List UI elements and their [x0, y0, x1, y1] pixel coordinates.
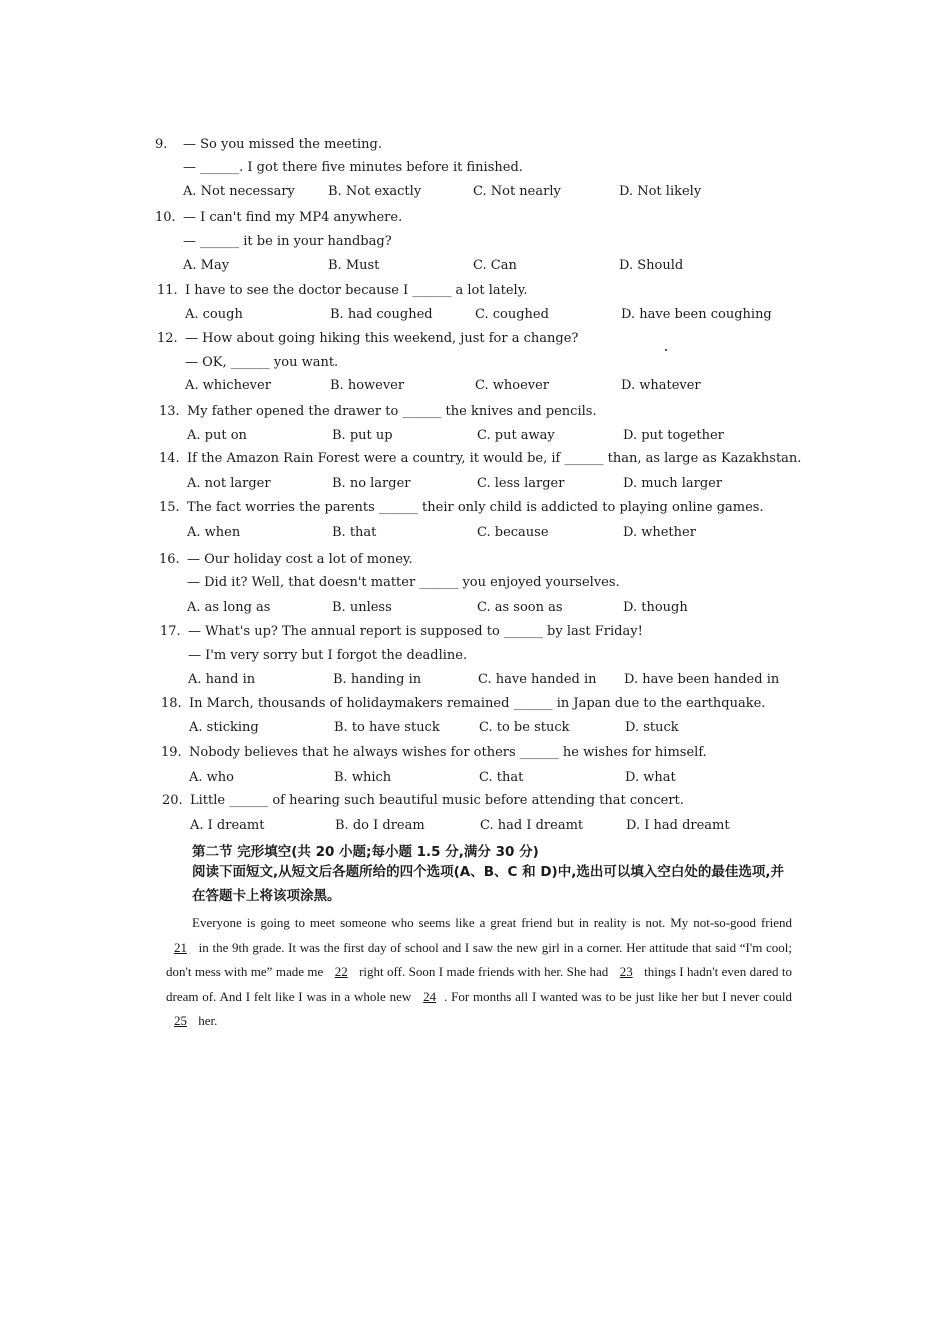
- question-text: My father opened the drawer to ______ the knives and pencils.: [187, 404, 597, 419]
- answer-option: D. have been coughing: [621, 307, 772, 322]
- question-number: 17.: [160, 624, 181, 639]
- answer-option: D. have been handed in: [624, 672, 780, 687]
- passage-text: right off. Soon I made friends with her. She had: [355, 964, 612, 979]
- question-text: — ______ it be in your handbag?: [183, 234, 392, 249]
- answer-option: B. that: [332, 525, 377, 540]
- question-number: 10.: [155, 210, 176, 225]
- question-number: 20.: [162, 793, 183, 808]
- question-text: — Did it? Well, that doesn't matter ______ you enjoyed yourselves.: [187, 575, 620, 590]
- passage-text: Everyone is going to meet someone who seems like a great friend but in reality is not. My not-so-good friend: [192, 915, 792, 930]
- answer-option: A. May: [183, 258, 230, 273]
- answer-option: B. however: [330, 378, 405, 393]
- answer-option: A. who: [189, 770, 234, 785]
- question-9: [155, 137, 795, 202]
- answer-option: A. as long as: [187, 600, 271, 615]
- cloze-blank: 23: [619, 964, 633, 979]
- question-16: [159, 552, 799, 618]
- answer-option: C. less larger: [477, 476, 565, 491]
- question-text: I have to see the doctor because I ______ a lot lately.: [185, 283, 528, 298]
- answer-option: B. to have stuck: [334, 720, 440, 735]
- question-13: [159, 404, 799, 446]
- question-text: Little ______ of hearing such beautiful music before attending that concert.: [190, 793, 684, 808]
- answer-option: C. as soon as: [477, 600, 563, 615]
- answer-option: C. have handed in: [478, 672, 597, 687]
- answer-option: A. when: [187, 525, 241, 540]
- question-15: [159, 500, 799, 543]
- answer-option: C. put away: [477, 428, 555, 443]
- question-14: [159, 451, 802, 494]
- answer-option: B. Not exactly: [328, 184, 422, 199]
- answer-option: A. not larger: [187, 476, 271, 491]
- question-text: — Our holiday cost a lot of money.: [187, 552, 413, 567]
- answer-option: D. Should: [619, 258, 684, 273]
- passage-text: her.: [195, 1013, 218, 1028]
- answer-option: A. I dreamt: [190, 818, 265, 833]
- question-text: In March, thousands of holidaymakers remained ______ in Japan due to the earthquake.: [189, 696, 766, 711]
- answer-option: A. whichever: [185, 378, 271, 393]
- answer-option: D. stuck: [625, 720, 679, 735]
- answer-option: A. hand in: [188, 672, 256, 687]
- passage-text: . For months all I wanted was to be just like her but I never could: [444, 988, 792, 1004]
- question-number: 11.: [157, 283, 178, 298]
- answer-option: D. whether: [623, 525, 696, 540]
- cloze-blank: 25: [174, 1013, 187, 1028]
- question-number: 14.: [159, 451, 180, 466]
- answer-option: C. that: [479, 770, 524, 785]
- answer-option: D. much larger: [623, 476, 723, 491]
- question-17: [160, 624, 800, 690]
- question-text: — So you missed the meeting.: [183, 137, 382, 152]
- question-text: — What's up? The annual report is supposed to ______ by last Friday!: [188, 624, 643, 639]
- cloze-passage: [166, 911, 792, 1034]
- answer-option: A. put on: [187, 428, 247, 443]
- question-number: 13.: [159, 404, 180, 419]
- answer-option: A. cough: [185, 307, 243, 322]
- question-number: 15.: [159, 500, 180, 515]
- question-number: 19.: [161, 745, 182, 760]
- cloze-blank: 21: [174, 939, 187, 955]
- question-text: If the Amazon Rain Forest were a country, it would be, if ______ than, as large as Kazakhstan.: [187, 451, 802, 466]
- answer-option: C. coughed: [475, 307, 549, 322]
- answer-option: C. Not nearly: [473, 184, 561, 199]
- answer-option: C. because: [477, 525, 549, 540]
- cloze-blank: 24: [423, 988, 437, 1004]
- answer-option: B. handing in: [333, 672, 422, 687]
- answer-option: C. Can: [473, 258, 517, 273]
- question-text: — I'm very sorry but I forgot the deadline.: [188, 648, 468, 663]
- passage-text: things I hadn't even dared to dream of. And I felt like I was in a whole new: [166, 964, 792, 1004]
- answer-option: A. sticking: [189, 720, 259, 735]
- question-text: — ______. I got there five minutes before it finished.: [183, 160, 523, 175]
- question-text: The fact worries the parents ______ their only child is addicted to playing online games.: [187, 500, 764, 515]
- question-18: [161, 696, 801, 738]
- answer-option: C. to be stuck: [479, 720, 570, 735]
- question-text: Nobody believes that he always wishes for others ______ he wishes for himself.: [189, 745, 707, 760]
- question-19: [161, 745, 801, 788]
- question-number: 18.: [161, 696, 182, 711]
- passage-text: in the 9th grade. It was the first day of school and I saw the new girl in a corner. Her attitude that said “I'm cool; don't mess with me” made me: [166, 939, 792, 979]
- question-10: [155, 210, 795, 276]
- question-text: — OK, ______ you want.: [185, 355, 339, 370]
- answer-option: D. though: [623, 600, 688, 615]
- answer-option: D. I had dreamt: [626, 818, 730, 833]
- answer-option: B. put up: [332, 428, 393, 443]
- section-title: 第二节 完形填空(共 20 小题;每小题 1.5 分,满分 30 分): [192, 844, 539, 860]
- question-20: [162, 793, 802, 836]
- question-number: 16.: [159, 552, 180, 567]
- answer-option: B. Must: [328, 258, 380, 273]
- question-11: [157, 283, 797, 325]
- answer-option: D. what: [625, 770, 676, 785]
- question-number: 9.: [155, 137, 168, 152]
- answer-option: C. had I dreamt: [480, 818, 584, 833]
- answer-option: D. whatever: [621, 378, 701, 393]
- answer-option: A. Not necessary: [183, 184, 295, 199]
- question-12: [157, 331, 797, 396]
- cloze-blank: 22: [334, 964, 348, 979]
- answer-option: D. Not likely: [619, 184, 702, 199]
- answer-option: D. put together: [623, 428, 724, 443]
- answer-option: C. whoever: [475, 378, 550, 393]
- answer-option: B. which: [334, 770, 392, 785]
- scan-speck: [665, 349, 667, 351]
- answer-option: B. do I dream: [335, 818, 425, 833]
- section-instruction: 阅读下面短文,从短文后各题所给的四个选项(A、B、C 和 D)中,选出可以填入空白处的最佳选项,并在答题卡上将该项涂黑。: [192, 864, 784, 904]
- answer-option: B. had coughed: [330, 307, 433, 322]
- question-text: — I can't find my MP4 anywhere.: [183, 210, 403, 225]
- answer-option: B. unless: [332, 600, 392, 615]
- answer-option: B. no larger: [332, 476, 411, 491]
- question-text: — How about going hiking this weekend, just for a change?: [185, 331, 579, 346]
- question-number: 12.: [157, 331, 178, 346]
